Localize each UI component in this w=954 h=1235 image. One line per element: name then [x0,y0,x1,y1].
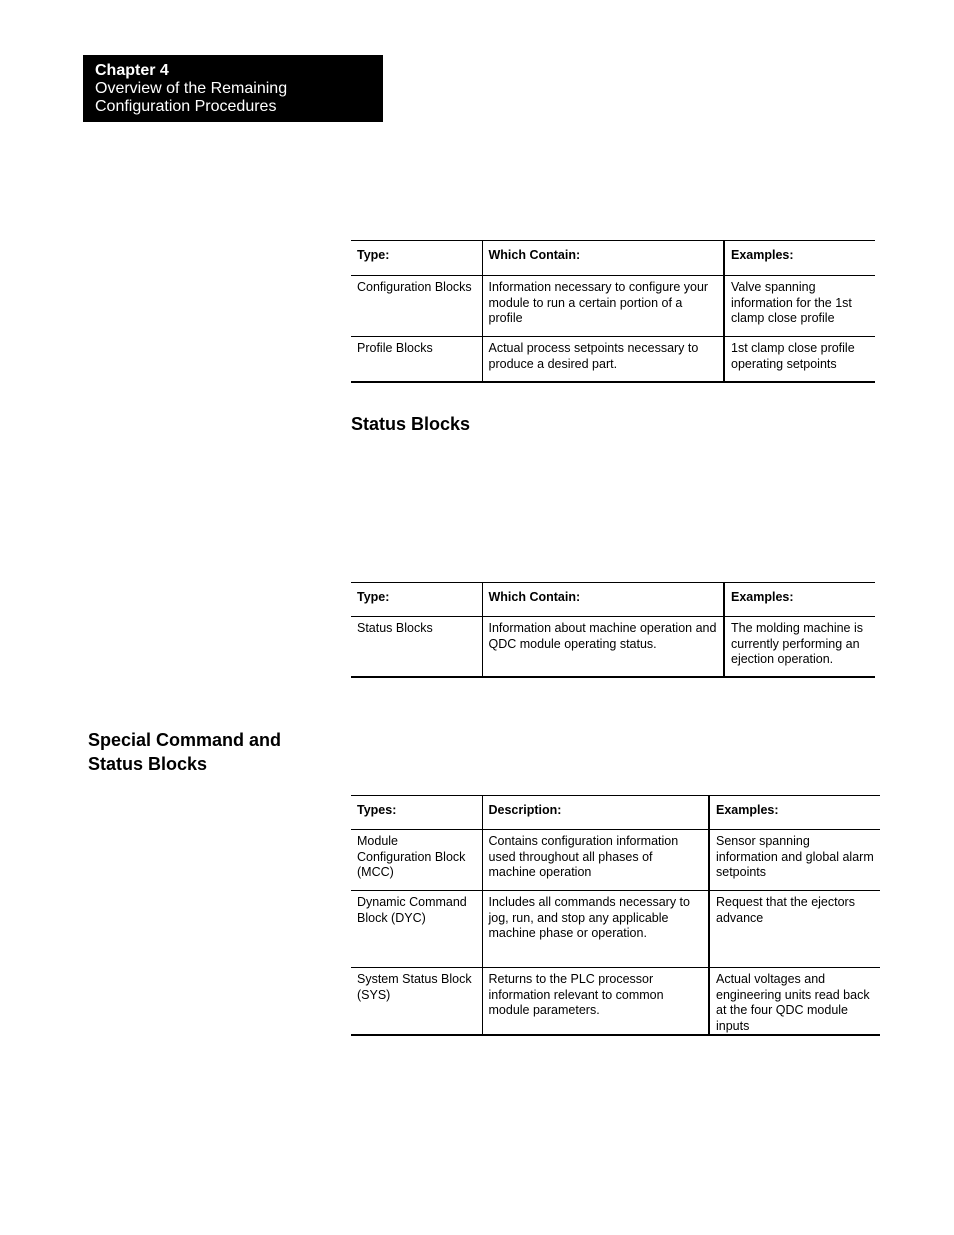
table-header-row [351,796,880,830]
table-cell: Information about machine operation and QDC module operating status. [482,617,724,677]
table-cell: Module Configuration Block (MCC) [351,830,482,891]
table-cell: Actual voltages and engineering units read back at the four QDC module inputs [709,968,880,1036]
column-header: Examples: [724,241,875,276]
table-cell: The molding machine is currently performing an ejection operation. [724,617,875,677]
column-header: Description: [482,796,709,830]
table-cell: Information necessary to configure your module to run a certain portion of a profile [482,276,724,337]
status-blocks-table [351,582,875,678]
chapter-title-line-2: Configuration Procedures [95,98,277,115]
column-header: Type: [351,241,482,276]
table-cell: Request that the ejectors advance [709,891,880,968]
table-cell: Dynamic Command Block (DYC) [351,891,482,968]
column-header: Types: [351,796,482,830]
chapter-number: Chapter 4 [95,62,169,79]
table-cell: Sensor spanning information and global alarm setpoints [709,830,880,891]
table-cell: 1st clamp close profile operating setpoints [724,337,875,382]
table-cell: Actual process setpoints necessary to produce a desired part. [482,337,724,382]
table-row [351,617,875,677]
block-types-table [351,240,875,383]
column-header: Type: [351,583,482,617]
special-blocks-table [351,795,880,1036]
table-cell: Includes all commands necessary to jog, run, and stop any applicable machine phase or operation. [482,891,709,968]
table-cell: Returns to the PLC processor information relevant to common module parameters. [482,968,709,1036]
table-row [351,968,880,1036]
table-row [351,337,875,382]
column-header: Which Contain: [482,583,724,617]
table-cell: System Status Block (SYS) [351,968,482,1036]
special-heading-line-2: Status Blocks [88,754,208,774]
special-command-heading [88,728,281,776]
table-row [351,276,875,337]
table-cell: Valve spanning information for the 1st clamp close profile [724,276,875,337]
column-header: Examples: [724,583,875,617]
table-cell: Status Blocks [351,617,482,677]
chapter-header [83,55,383,122]
special-heading-line-1: Special Command and [88,730,282,750]
table-row [351,830,880,891]
table-header-row [351,241,875,276]
table-row [351,891,880,968]
status-blocks-heading: Status Blocks [351,414,471,434]
table-cell: Contains configuration information used throughout all phases of machine operation [482,830,709,891]
table-cell: Profile Blocks [351,337,482,382]
table-header-row [351,583,875,617]
chapter-title-line-1: Overview of the Remaining [95,80,288,97]
table-cell: Configuration Blocks [351,276,482,337]
column-header: Examples: [709,796,880,830]
column-header: Which Contain: [482,241,724,276]
